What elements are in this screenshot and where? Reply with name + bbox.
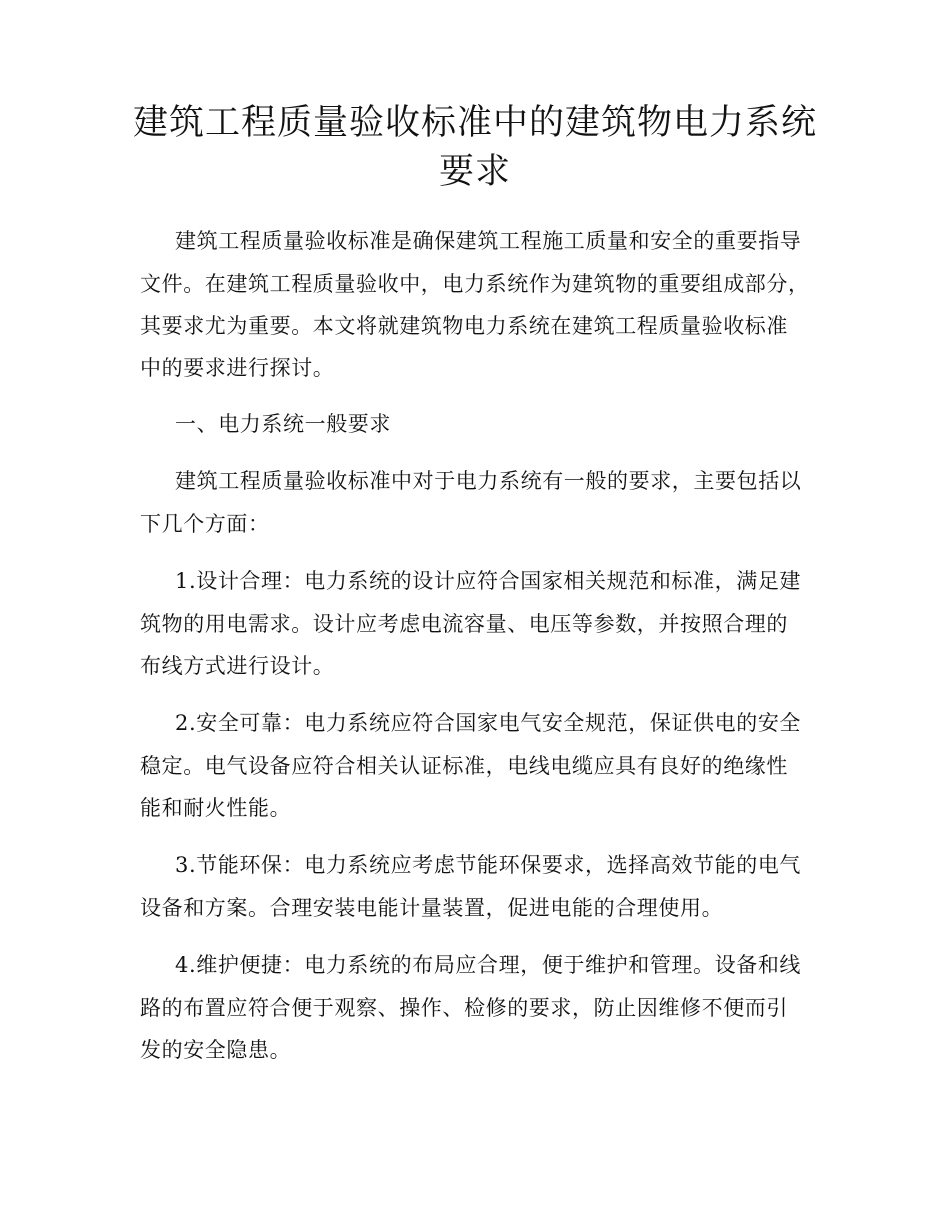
section-1-intro-line-2: 下几个方面： xyxy=(140,512,270,536)
section-1-heading: 一、电力系统一般要求 xyxy=(175,412,391,436)
intro-line-2: 文件。在建筑工程质量验收中，电力系统作为建筑物的重要组成部分， xyxy=(140,272,810,296)
document-title-line-1: 建筑工程质量验收标准中的建筑物电力系统 xyxy=(132,103,817,143)
item-1-line-1: 1.设计合理：电力系统的设计应符合国家相关规范和标准，满足建 xyxy=(175,569,802,593)
document-title-line-2: 要求 xyxy=(438,152,511,192)
item-2-line-1: 2.安全可靠：电力系统应符合国家电气安全规范，保证供电的安全 xyxy=(175,711,802,735)
item-3-line-1: 3.节能环保：电力系统应考虑节能环保要求，选择高效节能的电气 xyxy=(175,853,802,877)
item-2-line-2: 稳定。电气设备应符合相关认证标准，电线电缆应具有良好的绝缘性 xyxy=(140,754,788,778)
item-4-line-1: 4.维护便捷：电力系统的布局应合理，便于维护和管理。设备和线 xyxy=(175,953,802,977)
section-1-intro-line-1: 建筑工程质量验收标准中对于电力系统有一般的要求，主要包括以 xyxy=(175,469,802,493)
item-4-line-3: 发的安全隐患。 xyxy=(140,1038,292,1062)
item-1-line-2: 筑物的用电需求。设计应考虑电流容量、电压等参数，并按照合理的 xyxy=(140,612,788,636)
item-1-line-3: 布线方式进行设计。 xyxy=(140,654,335,678)
item-4-line-2: 路的布置应符合便于观察、操作、检修的要求，防止因维修不便而引 xyxy=(140,996,788,1020)
item-2-line-3: 能和耐火性能。 xyxy=(140,796,292,820)
item-3-line-2: 设备和方案。合理安装电能计量装置，促进电能的合理使用。 xyxy=(140,896,724,920)
intro-line-4: 中的要求进行探讨。 xyxy=(140,356,335,380)
intro-line-3: 其要求尤为重要。本文将就建筑物电力系统在建筑工程质量验收标准 xyxy=(140,314,788,338)
intro-line-1: 建筑工程质量验收标准是确保建筑工程施工质量和安全的重要指导 xyxy=(175,229,802,253)
